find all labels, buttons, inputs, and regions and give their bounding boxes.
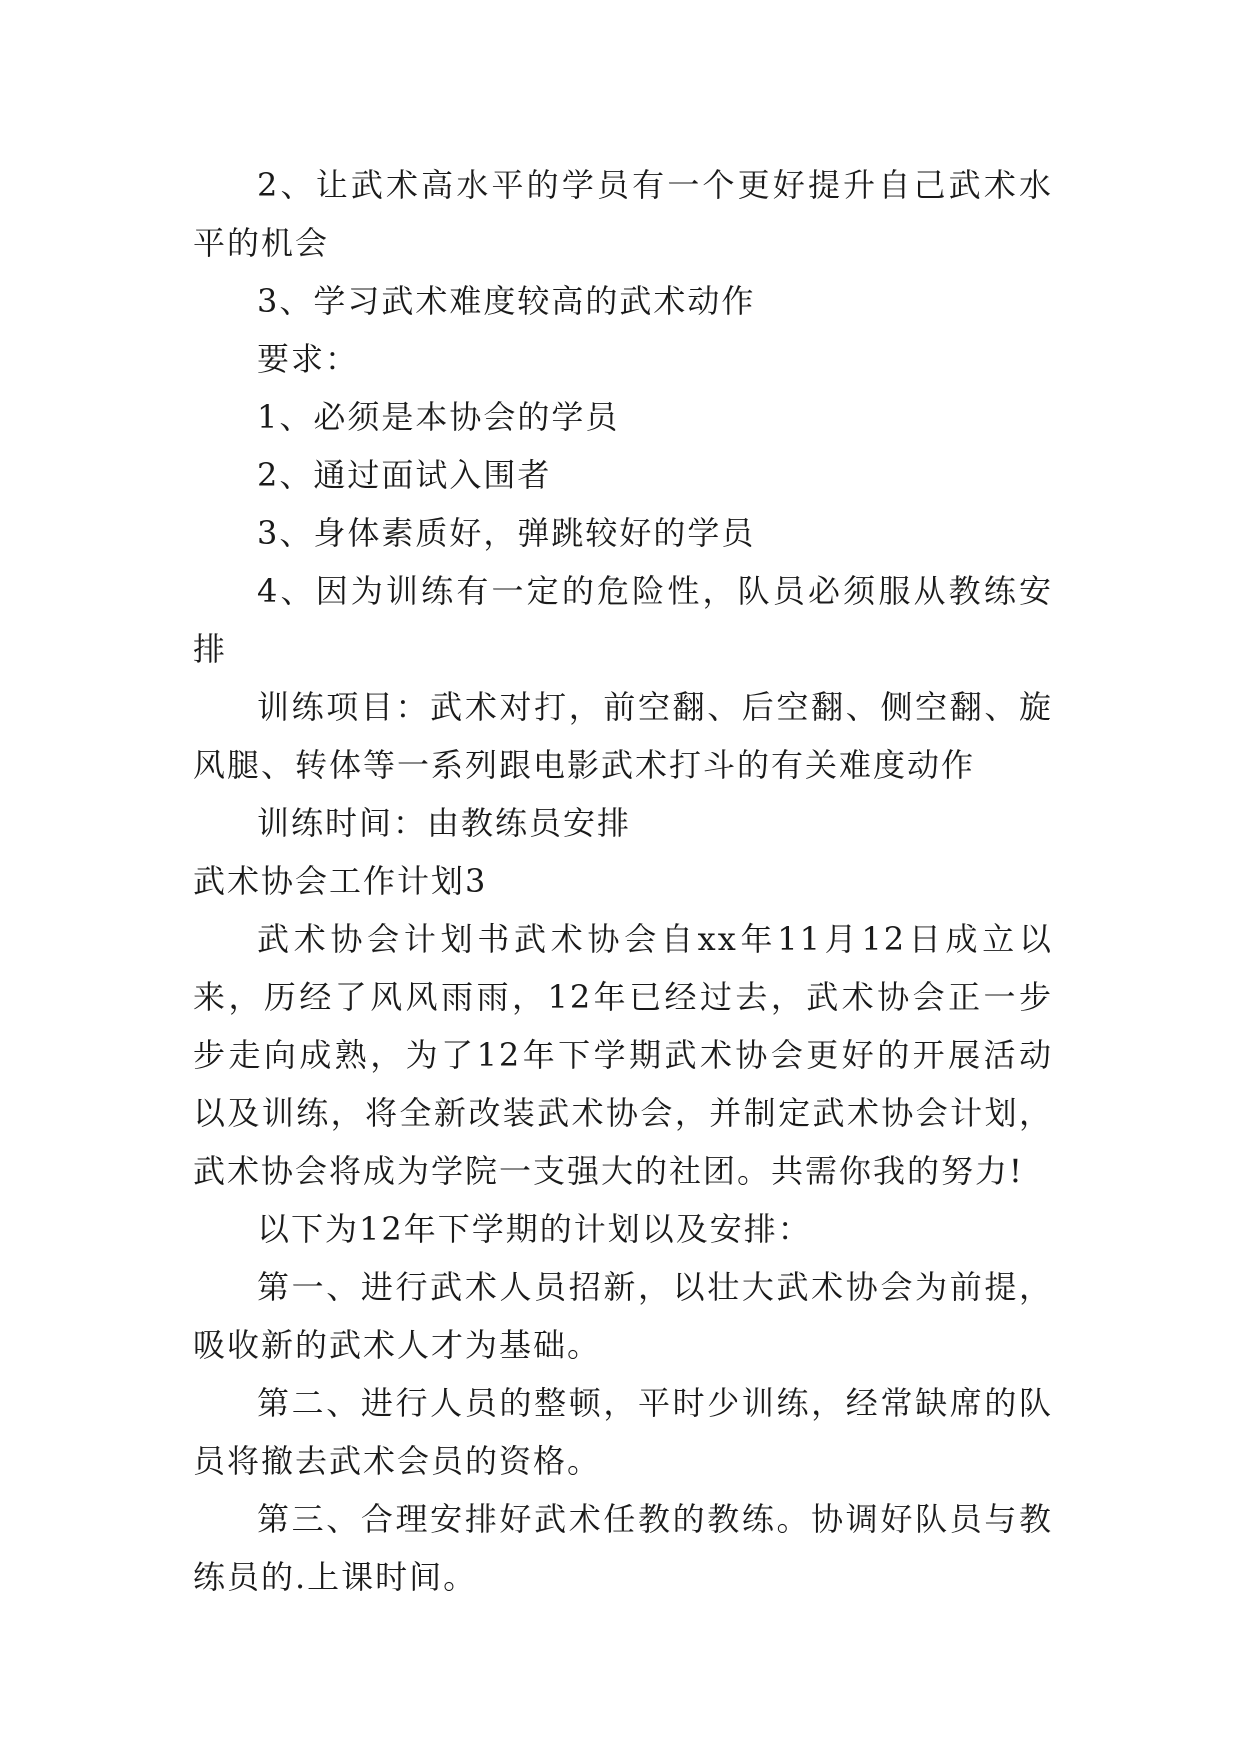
- paragraph-training-items: 训练项目：武术对打，前空翻、后空翻、侧空翻、旋风腿、转体等一系列跟电影武术打斗的有关难度动作: [193, 688, 1053, 784]
- paragraph-requirement-2: 2、通过面试入围者: [257, 456, 552, 494]
- paragraph-goal-3: 3、学习武术难度较高的武术动作: [257, 282, 756, 320]
- paragraph-requirements-label: 要求：: [257, 340, 360, 378]
- paragraph-requirement-1: 1、必须是本协会的学员: [257, 398, 620, 436]
- paragraph-goal-2: 2、让武术高水平的学员有一个更好提升自己武术水平的机会: [193, 166, 1053, 262]
- section-heading: 武术协会工作计划3: [193, 862, 488, 900]
- paragraph-plan-lead: 以下为12年下学期的计划以及安排：: [257, 1210, 812, 1248]
- paragraph-training-time: 训练时间：由教练员安排: [257, 804, 632, 842]
- paragraph-plan-2: 第二、进行人员的整顿，平时少训练，经常缺席的队员将撤去武术会员的资格。: [193, 1384, 1053, 1480]
- paragraph-plan-1: 第一、进行武术人员招新，以壮大武术协会为前提，吸收新的武术人才为基础。: [193, 1268, 1053, 1364]
- paragraph-intro: 武术协会计划书武术协会自xx年11月12日成立以来，历经了风风雨雨，12年已经过去，武术协会正一步步走向成熟，为了12年下学期武术协会更好的开展活动以及训练，将全新改装武术协会，并制定武术协会计划，武术协会将成为学院一支强大的社团。共需你我的努力!: [193, 920, 1053, 1190]
- paragraph-requirement-4: 4、因为训练有一定的危险性，队员必须服从教练安排: [193, 572, 1053, 668]
- document-body: [193, 156, 1053, 1606]
- paragraph-plan-3: 第三、合理安排好武术任教的教练。协调好队员与教练员的.上课时间。: [193, 1500, 1053, 1596]
- paragraph-requirement-3: 3、身体素质好，弹跳较好的学员: [257, 514, 756, 552]
